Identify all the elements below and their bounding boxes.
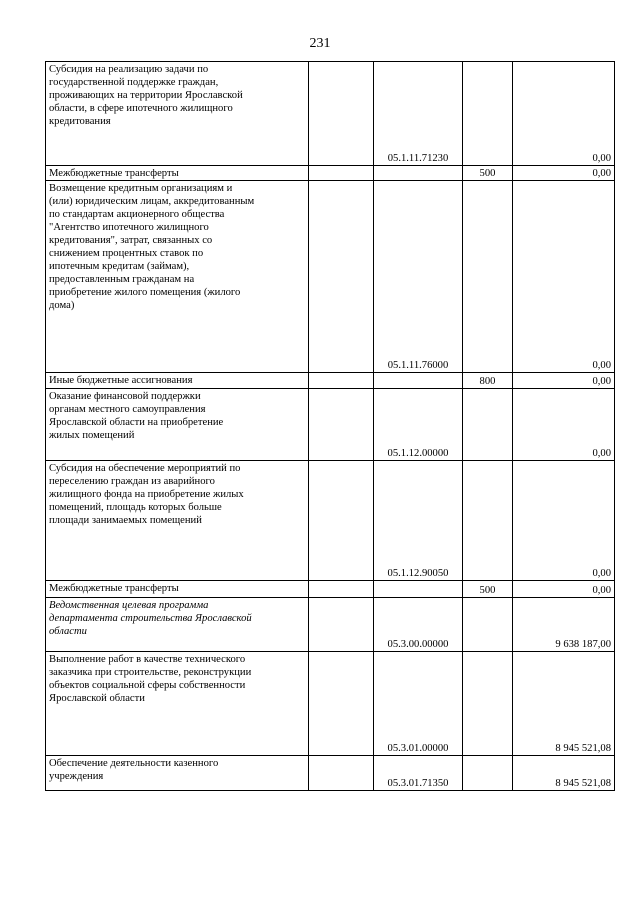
row-target-code bbox=[374, 166, 463, 181]
table-row bbox=[46, 598, 615, 652]
table-row bbox=[46, 461, 615, 581]
row-amount: 8 945 521,08 bbox=[513, 652, 615, 756]
row-name: Субсидия на обеспечение мероприятий по переселению граждан из аварийного жилищного фонда на приобретение жилых помещений, площадь которых больше площади занимаемых помещений bbox=[46, 461, 309, 581]
row-name: Межбюджетные трансферты bbox=[46, 166, 309, 181]
row-target-code: 05.1.11.76000 bbox=[374, 181, 463, 373]
row-name: Ведомственная целевая программа департамента строительства Ярославской области bbox=[46, 598, 309, 652]
row-amount: 0,00 bbox=[513, 461, 615, 581]
row-target-code: 05.1.12.90050 bbox=[374, 461, 463, 581]
table-row bbox=[46, 181, 615, 373]
row-amount: 0,00 bbox=[513, 581, 615, 598]
table-row bbox=[46, 581, 615, 598]
row-name: Субсидия на реализацию задачи по государственной поддержке граждан, проживающих на территории Ярославской области, в сфере ипотечного жилищного кредитования bbox=[46, 62, 309, 166]
budget-table bbox=[45, 61, 615, 791]
table-row bbox=[46, 62, 615, 166]
row-expense-type bbox=[463, 652, 513, 756]
row-expense-type bbox=[463, 62, 513, 166]
table-row bbox=[46, 373, 615, 389]
row-blank-cell bbox=[309, 652, 374, 756]
row-name: Оказание финансовой поддержки органам местного самоуправления Ярославской области на приобретение жилых помещений bbox=[46, 389, 309, 461]
table-row bbox=[46, 166, 615, 181]
row-blank-cell bbox=[309, 62, 374, 166]
row-target-code bbox=[374, 373, 463, 389]
table-row bbox=[46, 756, 615, 791]
page-number: 231 bbox=[309, 36, 331, 51]
row-expense-type: 500 bbox=[463, 581, 513, 598]
row-amount: 0,00 bbox=[513, 389, 615, 461]
row-expense-type bbox=[463, 461, 513, 581]
row-expense-type bbox=[463, 389, 513, 461]
row-amount: 8 945 521,08 bbox=[513, 756, 615, 791]
row-expense-type bbox=[463, 756, 513, 791]
row-target-code: 05.3.01.00000 bbox=[374, 652, 463, 756]
row-expense-type: 800 bbox=[463, 373, 513, 389]
row-amount: 0,00 bbox=[513, 62, 615, 166]
row-target-code: 05.3.00.00000 bbox=[374, 598, 463, 652]
row-name: Обеспечение деятельности казенного учреждения bbox=[46, 756, 309, 791]
row-name: Возмещение кредитным организациям и (или) юридическим лицам, аккредитованным по стандартам акционерного общества "Агентство ипотечного жилищного кредитования", затрат, связанных со снижением процентных ставок по ипотечным кредитам (займам), предоставленным гражданам на приобретение жилого помещения (жилого дома) bbox=[46, 181, 309, 373]
row-amount: 0,00 bbox=[513, 373, 615, 389]
row-amount: 9 638 187,00 bbox=[513, 598, 615, 652]
row-amount: 0,00 bbox=[513, 166, 615, 181]
row-blank-cell bbox=[309, 166, 374, 181]
row-expense-type bbox=[463, 181, 513, 373]
row-amount: 0,00 bbox=[513, 181, 615, 373]
row-blank-cell bbox=[309, 461, 374, 581]
table-row bbox=[46, 389, 615, 461]
row-name: Выполнение работ в качестве технического заказчика при строительстве, реконструкции объектов социальной сферы собственности Ярославской области bbox=[46, 652, 309, 756]
row-name: Иные бюджетные ассигнования bbox=[46, 373, 309, 389]
row-expense-type bbox=[463, 598, 513, 652]
row-blank-cell bbox=[309, 598, 374, 652]
row-blank-cell bbox=[309, 389, 374, 461]
row-blank-cell bbox=[309, 181, 374, 373]
row-blank-cell bbox=[309, 373, 374, 389]
table-row bbox=[46, 652, 615, 756]
row-target-code: 05.1.12.00000 bbox=[374, 389, 463, 461]
row-blank-cell bbox=[309, 581, 374, 598]
row-target-code: 05.3.01.71350 bbox=[374, 756, 463, 791]
row-blank-cell bbox=[309, 756, 374, 791]
row-target-code: 05.1.11.71230 bbox=[374, 62, 463, 166]
row-expense-type: 500 bbox=[463, 166, 513, 181]
row-target-code bbox=[374, 581, 463, 598]
row-name: Межбюджетные трансферты bbox=[46, 581, 309, 598]
